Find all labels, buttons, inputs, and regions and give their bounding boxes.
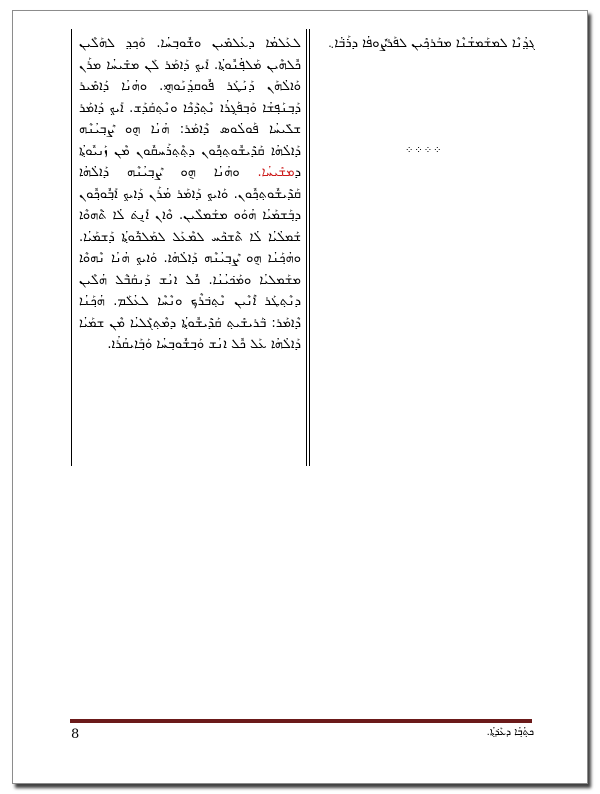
side-column-text: ܓܕ݂ܳܢܶܐ ܠܡܫܰܡܫܳܢܶܐ ܡܒܰܪܟ݂ܺܝܢ ܠܦܰܪܨܽܘܦܳܐ ܕܪܰܒ݁ܳܐ܆ (327, 36, 535, 51)
page-number: 8 (71, 727, 80, 742)
column-divider-rule (306, 29, 307, 466)
main-column-paragraph (79, 33, 301, 356)
footer-running-title: ܟܬ݂ܳܒ݂ܳܐ ܕܥܶܕ݁ܬ݂ܳܐ. (486, 727, 534, 738)
main-text-before: ܠܥܰܠܡܳܐ ܕܥܳܠܡܺܝܢ ܘܫܽܘܒ݂ܚܳܐ. ܘܰܟ݂ܕ݂ ܠܗܰܠܶܝܢ ܟܽܠܗܶܝܢ ܡܰܠܦ݂ܳܢܽܘܬ݂ܳܐ. ܐܰܝܟ݂ ܕܰܐܡܰܪ ܠܰܢ ܡܫܺܝܚܳܐ ܡܪܰܢ ܘܰܐܠܳܗܰܢ ܕܰܢܰܛܰܪ ܦܽܘܩܕ݂ܳܢܰܘܗ݈ܝ. ܘܗܳܢܳܐ ܕܰܐܡܺܝܪ ܕܰܒ݂ܢܰܦ݂ܫܳܐ ܘܰܒ݂ܦܰܓ݂ܪܳܐ ܢܶܬ݂ܕ݁ܰܟܶܐ ܘܢܶܬ݂ܩܰܕܰܫ. ܐܰܝܟ݂ ܕܰܐܡܰܪ ܫܠܺܝܚܳܐ ܦܰܘܠܳܘܣ ܕܶܐܡܰܪ: ܗܳܢܳܐ ܗ݈ܘ ܨܶܒ݂ܝܳܢܶܗ ܕܰܐܠܳܗܳܐ ܩܰܕ݁ܺܝܫܽܘܬ݂ܟ݂ܽܘܢ ܕܬ݂ܶܬ݂ܪܰܚܩܽܘܢ ܡܶܢ ܙܰܢܝܽܘܬ݂ܳܐ ܕ (79, 36, 301, 180)
rubric-highlight: ܡܫܺܝܚܳܐ. (257, 165, 295, 180)
document-page (12, 10, 588, 784)
column-divider-rule-inner (309, 29, 310, 466)
main-text-after: ܘܗܳܢܳܐ ܗ݈ܘ ܨܶܒ݂ܝܳܢܶܗ ܕܰܐܠܳܗܳܐ ܩܰܕ݁ܺܝܫܽܘܬ݂ܟ݂ܽܘܢ. ܘܰܐܝܟ݂ ܕܰܐܡܰܪ ܡܳܪܰܢ ܕܰܐܝܟ݂ ܐܰܒ݂ܽܘܟ݂ܽܘܢ ܕܒ݂ܰܫܡܰܝܳܐ ܗܳܘܰܘ ܡܫܰܡܠܶܝܢ. ܘܶܐܢ ܐܰܢ݈ܬ݁ ܠܳܐ ܬ݁ܶܗܘܶܐ ܫܰܡܠܳܝܳܐ ܠܳܐ ܬ݁ܶܫܟ݁ܰܚ ܠܡܶܥܰܠ ܠܡܰܠܟ݁ܽܘܬ݂ܳܐ ܕܰܫܡܰܝܳܐ. ܘܗܳܟ݂ܰܢܳܐ ܗ݈ܘ ܨܶܒ݂ܝܳܢܶܗ ܕܰܐܠܳܗܳܐ. ܘܰܐܝܟ݂ ܗܳܢܳܐ ܢܶܗܘܶܐ ܡܫܰܡܠܝܳܐ ܘܡܰܟ݁ܝܳܢܳܐ. ܟܽܠ ܐܢܳܫ ܕܰܢܩܰܒ݁ܶܠ ܗܳܠܶܝܢ ܕܢܶܬ݂ܛܰܪ ܐܶܢܶܝܢ ܢܶܬ݂ܒ݁ܪܶܟ݂ ܘܢܶܚܶܐ ܠܥܳܠܰܡ. ܗܳܟ݂ܰܢܳܐ ܕܶܐܡܰܪ: ܒ݁ܰܪܝܫܺܝܬ݂ ܩܰܕ݁ܺܝܫܽܘܬ݂ܳܐ ܕܡܶܬ݂ܓ݁ܰܠܝܳܐ ܡܶܢ ܫܡܰܝܳܐ ܕܰܐܠܳܗܳܐ ܥܰܠ ܟܽܠ ܐܢܳܫ ܘܰܒ݂ܫܽܘܒ݂ܚܳܐ ܘܰܒ݂ܰܐܝܩܳܪܳܐ. (79, 165, 301, 352)
section-ornament: ⁘⁘⁘⁘ (405, 145, 443, 156)
footer-rule (70, 719, 532, 723)
main-column-left-rule (71, 29, 72, 466)
main-column (79, 33, 301, 356)
side-column (315, 33, 535, 54)
